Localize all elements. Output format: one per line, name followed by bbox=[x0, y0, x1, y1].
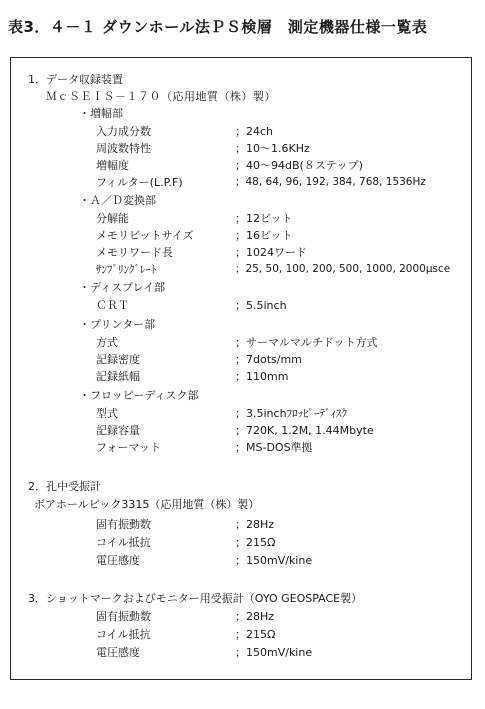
spec-value: ；24ch bbox=[235, 125, 274, 138]
spec-value: ；25, 50, 100, 200, 500, 1000, 2000μsce bbox=[235, 263, 451, 275]
spec-value: ；48, 64, 96, 192, 384, 768, 1536Hz bbox=[235, 176, 426, 188]
spec-value: ；110mm bbox=[235, 370, 289, 383]
spec-label: ｻﾝﾌﾟﾘﾝｸﾞﾚｰﾄ bbox=[96, 263, 157, 276]
spec-label: 入力成分数 bbox=[96, 125, 151, 138]
spec-label: 記録密度 bbox=[96, 353, 140, 366]
spec-label: 電圧感度 bbox=[96, 646, 140, 659]
spec-value: ；150mV/kine bbox=[235, 554, 313, 567]
group-heading: ・フロッピーディスク部 bbox=[79, 389, 199, 402]
spec-label: フィルター(L.P.F) bbox=[96, 176, 183, 189]
group-heading: ・増幅部 bbox=[79, 107, 123, 120]
spec-value: ；MS-DOS準拠 bbox=[235, 441, 313, 454]
spec-label: メモリビットサイズ bbox=[96, 229, 194, 242]
spec-label: コイル抵抗 bbox=[96, 536, 151, 549]
spec-value: ；7dots/mm bbox=[235, 353, 302, 366]
spec-label: 固有振動数 bbox=[96, 518, 151, 531]
spec-value: ；サーマルマルチドット方式 bbox=[235, 336, 378, 349]
spec-label: コイル抵抗 bbox=[96, 628, 151, 641]
table-title: 表3．４－１ ダウンホール法ＰＳ検層 測定機器仕様一覧表 bbox=[8, 18, 428, 36]
spec-value: ；12ビット bbox=[235, 212, 293, 225]
spec-label: メモリワード長 bbox=[96, 246, 173, 259]
section-heading: 2．孔中受振計 bbox=[28, 480, 101, 493]
spec-label: フォーマット bbox=[96, 441, 162, 454]
spec-value: ；720K, 1.2M, 1.44Mbyte bbox=[235, 424, 374, 437]
spec-label: 型式 bbox=[96, 407, 118, 420]
spec-value: ；28Hz bbox=[235, 610, 275, 623]
device-name: ボアホールピック3315（応用地質（株）製） bbox=[34, 498, 260, 511]
spec-label: 固有振動数 bbox=[96, 610, 151, 623]
spec-value: ；28Hz bbox=[235, 518, 275, 531]
spec-value: ；3.5inchﾌﾛｯﾋﾟｰﾃﾞｨｽｸ bbox=[235, 407, 348, 420]
spec-label: 増幅度 bbox=[96, 159, 129, 172]
spec-label: 周波数特性 bbox=[96, 142, 151, 155]
section-heading: 1．データ収録装置 bbox=[28, 73, 123, 86]
group-heading: ・Ａ／Ｄ変換部 bbox=[79, 194, 156, 207]
spec-label: 方式 bbox=[96, 336, 118, 349]
spec-value: ；1024ワード bbox=[235, 246, 307, 259]
group-heading: ・プリンター部 bbox=[79, 318, 156, 331]
spec-value: ；5.5inch bbox=[235, 299, 287, 312]
spec-value: ；40～94dB(８ステップ) bbox=[235, 159, 363, 172]
spec-value: ；16ビット bbox=[235, 229, 293, 242]
spec-value: ；215Ω bbox=[235, 536, 276, 549]
spec-value: ；215Ω bbox=[235, 628, 276, 641]
spec-value: ；10～1.6KHz bbox=[235, 142, 310, 155]
spec-value: ；150mV/kine bbox=[235, 646, 313, 659]
device-name: ＭｃＳＥＩＳ－１７０（応用地質（株）製） bbox=[46, 90, 276, 103]
section-heading: 3．ショットマークおよびモニター用受振計（OYO GEOSPACE製） bbox=[28, 592, 363, 605]
spec-label: ＣＲＴ bbox=[96, 299, 129, 312]
spec-label: 分解能 bbox=[96, 212, 129, 225]
group-heading: ・ディスプレイ部 bbox=[79, 281, 166, 294]
spec-label: 記録容量 bbox=[96, 424, 140, 437]
spec-label: 電圧感度 bbox=[96, 554, 140, 567]
spec-label: 記録紙幅 bbox=[96, 370, 140, 383]
